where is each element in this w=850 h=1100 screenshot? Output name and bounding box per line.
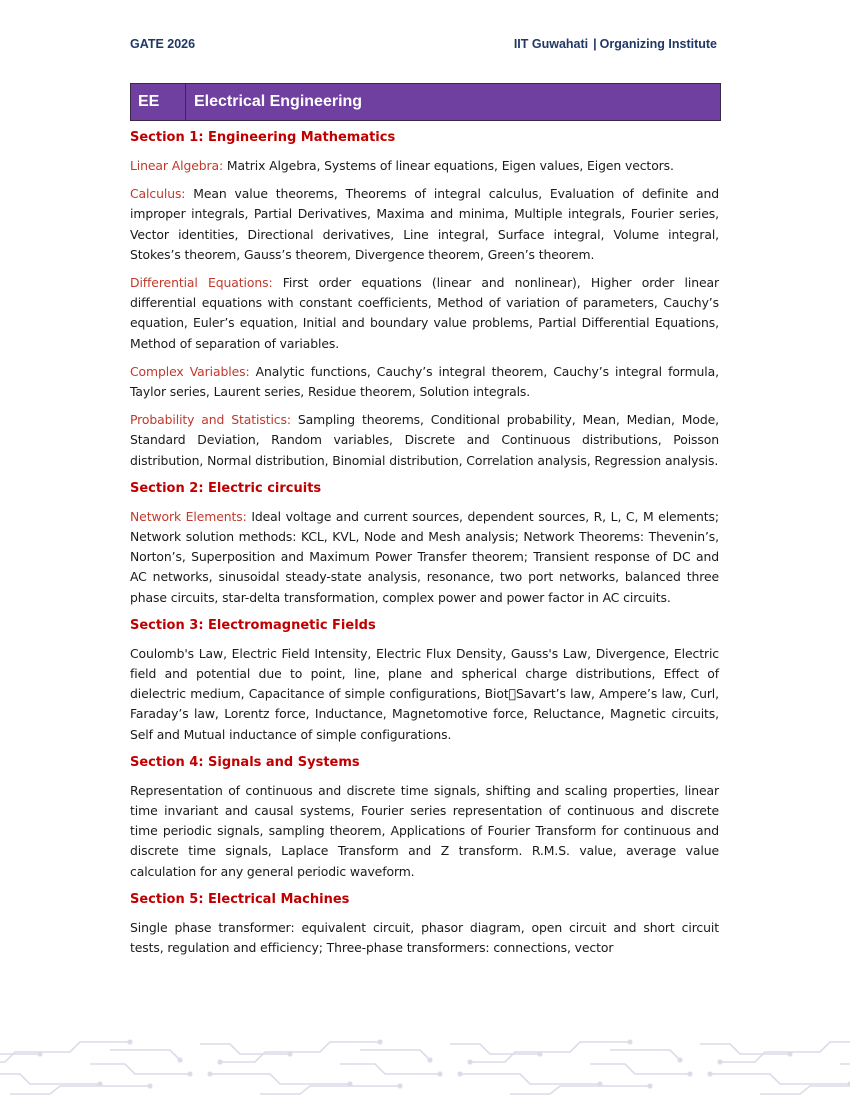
topic-text: Sampling theorems, Conditional probability, Mean, Median, Mode, Standard Deviation, Random variables, Discrete and Continuous distributions, Poisson distribution, Normal distribution, Binomial distribution, Correlation analysis, Regression analysis. [130,412,719,468]
paper-title-bar [130,83,721,121]
section-heading: Section 4: Signals and Systems [130,754,360,770]
header-exam-label: GATE 2026 [130,37,196,51]
topic-paragraph [130,918,719,958]
topic-text: Representation of continuous and discrete time signals, shifting and scaling properties, linear time invariant and causal systems, Fourier series representation of continuous and discrete time periodic signals, sampling theorem, Applications of Fourier Transform for continuous and discrete time signals, Laplace Transform and Z transform. R.M.S. value, average value calculation for any general periodic waveform. [130,782,719,879]
paper-name: Electrical Engineering [194,93,363,110]
topic-lead: Differential Equations: [130,275,273,291]
topic-lead: Calculus: [130,186,186,202]
topic-lead: Probability and Statistics: [130,412,291,428]
topic-paragraph [130,184,719,265]
topic-paragraph [130,273,719,354]
topic-paragraph [130,507,719,608]
topic-text: First order equations (linear and nonlinear), Higher order linear differential equations with constant coefficients, Method of variation of parameters, Cauchy’s equation, Euler’s equation, Initial and boundary value problems, Partial Differential Equations, Method of separation of variables. [130,275,719,351]
topic-lead: Linear Algebra: [130,158,224,173]
section-heading: Section 1: Engineering Mathematics [130,130,396,145]
section-heading: Section 2: Electric circuits [130,480,322,496]
topic-text: Ideal voltage and current sources, dependent sources, R, L, C, M elements; Network solution methods: KCL, KVL, Node and Mesh analysis; Network Theorems: Thevenin’s, Norton’s, Superposition and Maximum Power Transfer theorem; Transient response of DC and AC networks, sinusoidal steady-state analysis, resonance, two port networks, balanced three phase circuits, star-delta transformation, complex power and power factor in AC circuits. [130,508,719,605]
topic-lead: Complex Variables: [130,363,250,379]
header-institute [514,37,717,51]
header-separator: | [593,37,597,51]
topic-text: Matrix Algebra, Systems of linear equations, Eigen values, Eigen vectors. [223,158,674,173]
topic-paragraph [130,362,719,402]
topic-paragraph [130,410,719,471]
footer-circuit-pattern [0,1030,850,1100]
header-institute-role: Organizing Institute [599,37,717,51]
topic-paragraph [130,781,719,882]
topic-paragraph [130,644,719,745]
topic-text: Coulomb's Law, Electric Field Intensity, Electric Flux Density, Gauss's Law, Divergence, Electric field and potential due to point, line, plane and spherical charge distributions, Effect of dielectric medium, Capacitance of simple configurations, Biot Savart’s law, Ampere’s law, Curl, Faraday’s law, Lorentz force, Inductance, Magnetomotive force, Reluctance, Magnetic circuits, Self and Mutual inductance of simple configurations. [130,645,719,742]
topic-paragraph [130,156,719,176]
section-heading: Section 5: Electrical Machines [130,891,350,907]
topic-lead: Network Elements: [130,508,247,524]
syllabus-content [130,128,719,966]
topic-text: Mean value theorems, Theorems of integral calculus, Evaluation of definite and improper integrals, Partial Derivatives, Maxima and minima, Multiple integrals, Fourier series, Vector identities, Directional derivatives, Line integral, Surface integral, Volume integral, Stokes’s theorem, Gauss’s theorem, Divergence theorem, Green’s theorem. [130,186,719,262]
section-heading: Section 3: Electromagnetic Fields [130,617,376,633]
header-institute-name: IIT Guwahati [513,37,589,51]
topic-text: Analytic functions, Cauchy’s integral theorem, Cauchy’s integral formula, Taylor series, Laurent series, Residue theorem, Solution integrals. [130,363,719,400]
paper-code: EE [131,84,186,120]
topic-text: Single phase transformer: equivalent circuit, phasor diagram, open circuit and short circuit tests, regulation and efficiency; Three-phase transformers: connections, vector [130,919,719,956]
